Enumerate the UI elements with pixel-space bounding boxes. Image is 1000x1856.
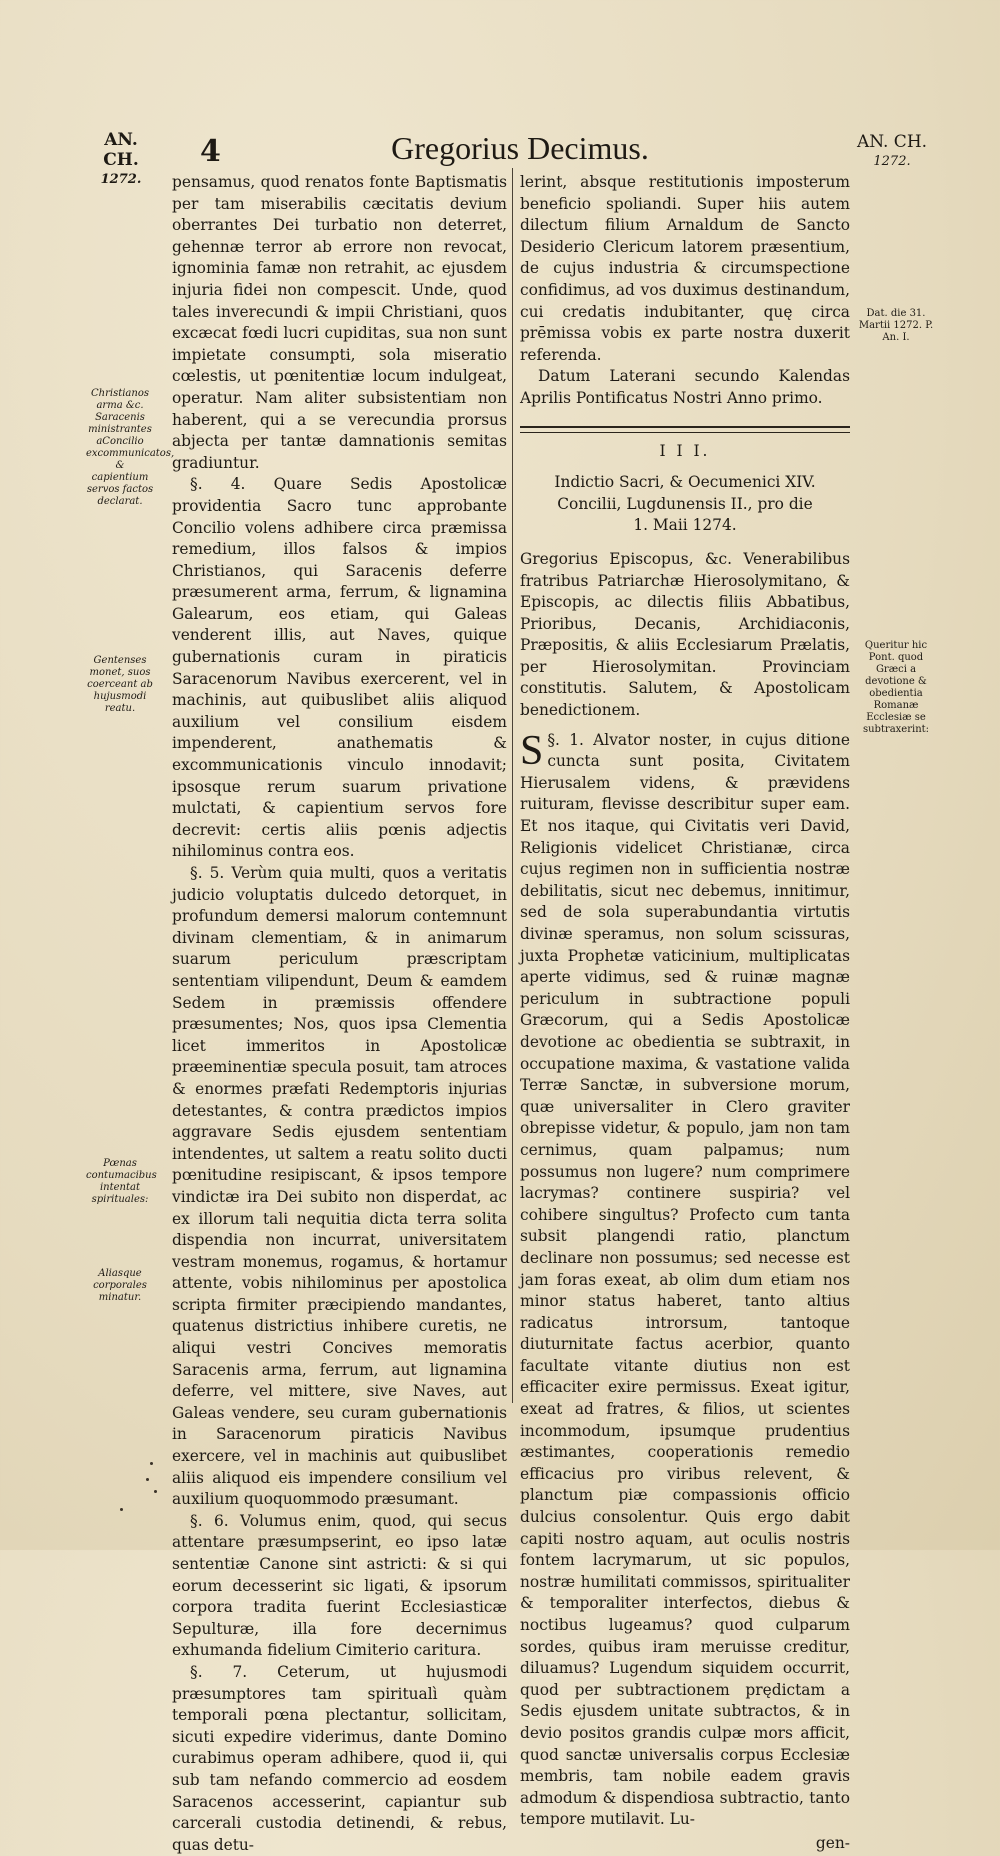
column-divider	[512, 168, 513, 1403]
margin-note-left-4: Aliasque corporales minatur.	[93, 1268, 147, 1303]
left-paragraph-3: §. 5. Verùm quia multi, quos a veritatis judicio voluptatis dulcedo detorquet, in profundum demersi malorum contemnunt divinam clementiam, & in animarum suarum periculum præscriptam sententiam vilipendunt, Deum & eamdem Sedem in præmissis offendere præsumentes; Nos, quos ipsa Clementia licet immeritos in Apostolicæ præeminentiæ specula posuit, tam atroces & enormes præfati Redemptoris injurias detestantes, & contra prædictos impios aggravare Sedis ejusdem sententiam intendentes, ut saltem a reatu solito ducti pœnitudine resipiscant, & ipsos tempore vindictæ ira Dei subito non disperdat, ac ex illorum tali nequitia dicta terra solita dispendia non incurrat, universitatem vestram monemus, rogamus, & hortamur attente, vobis nihilominus per apostolica scripta firmiter præcipiendo mandantes, quatenus districtius inhibere curetis, ne aliqui vestri Concives memoratis Saracenis arma, ferrum, aut lignamina deferre, vel mittere, sive Naves, aut Galeas vendere, seu curam gubernationis in Saracenorum piraticis Navibus exercere, vel in machinis aut quibuslibet aliis aliquod eis impendere consilium vel auxilium quoquommodo præsumant.	[172, 864, 507, 1509]
left-paragraph-2: §. 4. Quare Sedis Apostolicæ providentia Sacro tunc approbante Concilio volens adhibere circa præmissa remedium, illos falsos & impios Christianos, qui Saracenis deferre præsumerent arma, ferrum, & lignamina Galearum, eos etiam, qui Galeas venderent illis, aut Naves, quique gubernationis curam in piraticis Saracenorum Navibus exercerent, vel in machinis, aut quibuslibet aliis aliquod auxilium vel consilium eisdem impenderent, anathematis & excommunicationis vinculo innodavit; ipsosque rerum suarum privatione mulctati, & capientium servos fore decrevit: certis aliis pœnis adjectis nihilominus contra eos.	[172, 475, 507, 861]
header-left	[86, 130, 156, 190]
date-line: Datum Laterani secundo Kalendas Aprilis Pontificatus Nostri Anno primo.	[520, 367, 850, 407]
section-number: I I I.	[659, 441, 711, 460]
header-left-year: 1272.	[100, 172, 142, 187]
paper-speck	[150, 1462, 153, 1465]
margin-note-right-1: Dat. die 31. Martii 1272. P. An. I.	[858, 308, 934, 343]
page-number: 4	[200, 134, 221, 169]
right-paragraph-main	[520, 727, 850, 1831]
right-column	[520, 172, 850, 1855]
section-title-line-2: 1. Maii 1274.	[633, 516, 737, 535]
margin-note-right-2: Queritur hic Pont. quod Græci a devotione & obedientia Romanæ Ecclesiæ se subtraxerint:	[862, 640, 930, 735]
left-column	[172, 172, 507, 1856]
margin-note-left-1: Christianos arma &c. Saracenis ministrantes aConcilio excommunicatos, & capientium servos factos declarat.	[86, 388, 175, 507]
header-right-year: 1272.	[873, 154, 911, 169]
right-paragraph-main-text: Alvator noster, in cujus ditione cuncta sunt posita, Civitatem Hierusalem videns, & prævidens ruituram, flevisse describitur super eam. Et nos itaque, qui Civitatis veri David, Religionis videlicet Christianæ, circa cujus regimen non in sufficientia nostræ debilitatis, sicut nec debemus, innitimur, sed de sola superabundantia virtutis divinæ speramus, non solum scissuras, juxta Prophetæ vaticinium, multiplicatas aperte vidimus, sed & ruinæ magnæ periculum in subtractione populi Græcorum, qui a Sedis Apostolicæ devotione ac obedientia se subtraxit, in occupatione maxima, & vastatione valida Terræ Sanctæ, in subversione morum, quæ universaliter in Clero graviter obrepisse videtur, & populo, jam non tam cernimus, quam palpamus; num possumus non lugere? num comprimere lacrymas? continere suspiria? vel cohibere singultus? Profecto cum tanta subsit plangendi ratio, planctum declinare non possumus; sed necesse est jam foras exeat, ab olim dum etiam nos minor status haberet, tanto altius radicatus introrsum, tantoque diuturnitate factus acerbior, quanto facultate vitante diutius non est efficaciter exire permissus. Exeat igitur, exeat ad fratres, & filios, ut scientes incommodum, ipsumque prudentius æstimantes, cooperationis remedio efficacius pro viribus relevent, & planctum piæ compassionis officio dulcius consolentur. Quis ergo dabit capiti nostro aquam, aut oculis nostris fontem lacrymarum, ut sic populos, nostræ humilitati commissos, spiritualiter & temporaliter interfectos, diebus & noctibus lugeamus? quod culparum sordes, quibus iram meruisse creditur, diluamus? Lugendum siquidem occurrit, quod per subtractionem prędictam a Sedis ejusdem unitate subtractos, & in devio positos grandis culpæ mors afficit, quod sanctæ universalis corpus Ecclesiæ membris, tam nobile eadem gravis admodum & dispendiosa subtractio, tanto tempore mutilavit. Lu-	[520, 730, 850, 1829]
section-title-line-1: Indictio Sacri, & Oecumenici XIV. Concilii, Lugdunensis II., pro die	[554, 473, 816, 513]
header-right-label: AN. CH.	[856, 132, 928, 152]
salutation-paragraph: Gregorius Episcopus, &c. Venerabilibus fratribus Patriarchæ Hierosolymitano, & Episcopis, ac dilectis filiis Abbatibus, Prioribus, Decanis, Archidiaconis, Præpositis, & aliis Ecclesiarum Prælatis, per Hierosolymitan. Provinciam constitutis. Salutem, & Apostolicam benedictionem.	[520, 549, 850, 720]
left-paragraph-1: pensamus, quod renatos fonte Baptismatis per tam miserabilis cæcitatis devium oberrantes Dei turbatio non deterret, gehennæ terror ab errore non revocat, ignominia famæ non retrahit, ac ejusdem injuria fidei non compescit. Unde, quod tales inverecundi & impii Christiani, quos excæcat fœdi lucri cupiditas, sua non sunt impietate consumpti, sola miseratio cœlestis, ut pœnitentiæ locum indulgeat, operatur. Nam aliter subsistentiam non haberent, qui a se verecundia prorsus abjecta per tantæ damnationis semitas gradiuntur.	[172, 173, 507, 472]
section-title	[520, 472, 850, 537]
header-right	[852, 132, 932, 172]
header-left-label: AN. CH.	[103, 130, 139, 170]
left-paragraph-4: §. 6. Volumus enim, quod, qui secus attentare præsumpserint, eo ipso latæ sententiæ Canone sint astricti: & si qui eorum decesserint sic ligati, & ipsorum corpora tradita fuerint Ecclesiasticæ Sepulturæ, illa fore decernimus exhumanda fidelium Cimiterio caritura.	[172, 1511, 507, 1660]
margin-note-left-2: Gentenses monet, suos coerceant ab hujusmodi reatu.	[87, 655, 153, 714]
paper-speck	[120, 1508, 123, 1511]
left-paragraph-5: §. 7. Ceterum, ut hujusmodi præsumptores tam spiritualì quàm temporali pœna plectantur, sollicitam, sicuti expedire viderimus, dante Domino curabimus operam adhibere, quod ii, qui sub tam nefando commercio ad eosdem Saracenos accesserint, capiantur sub carcerali custodia detinendi, & rebus, quas detu-	[172, 1662, 507, 1854]
drop-cap: S	[520, 727, 544, 774]
right-paragraph-1: lerint, absque restitutionis imposterum beneficio spoliandi. Super hiis autem dilectum filium Arnaldum de Sancto Desiderio Clericum latorem præsentium, de cujus industria & circumspectione confidimus, ad vos duximus destinandum, cui credatis indubitanter, quę circa prēmissa vobis ex parte nostra duxerit referenda.	[520, 173, 850, 364]
running-title: Gregorius Decimus.	[391, 130, 649, 166]
catchword: gen-	[815, 1833, 850, 1852]
paper-speck	[154, 1490, 157, 1493]
section-rule	[520, 426, 850, 433]
margin-note-left-3: Pœnas contumacibus intentat spirituales:	[86, 1158, 157, 1205]
paragraph-section-mark: §. 1.	[547, 730, 584, 749]
paper-speck	[146, 1478, 149, 1481]
